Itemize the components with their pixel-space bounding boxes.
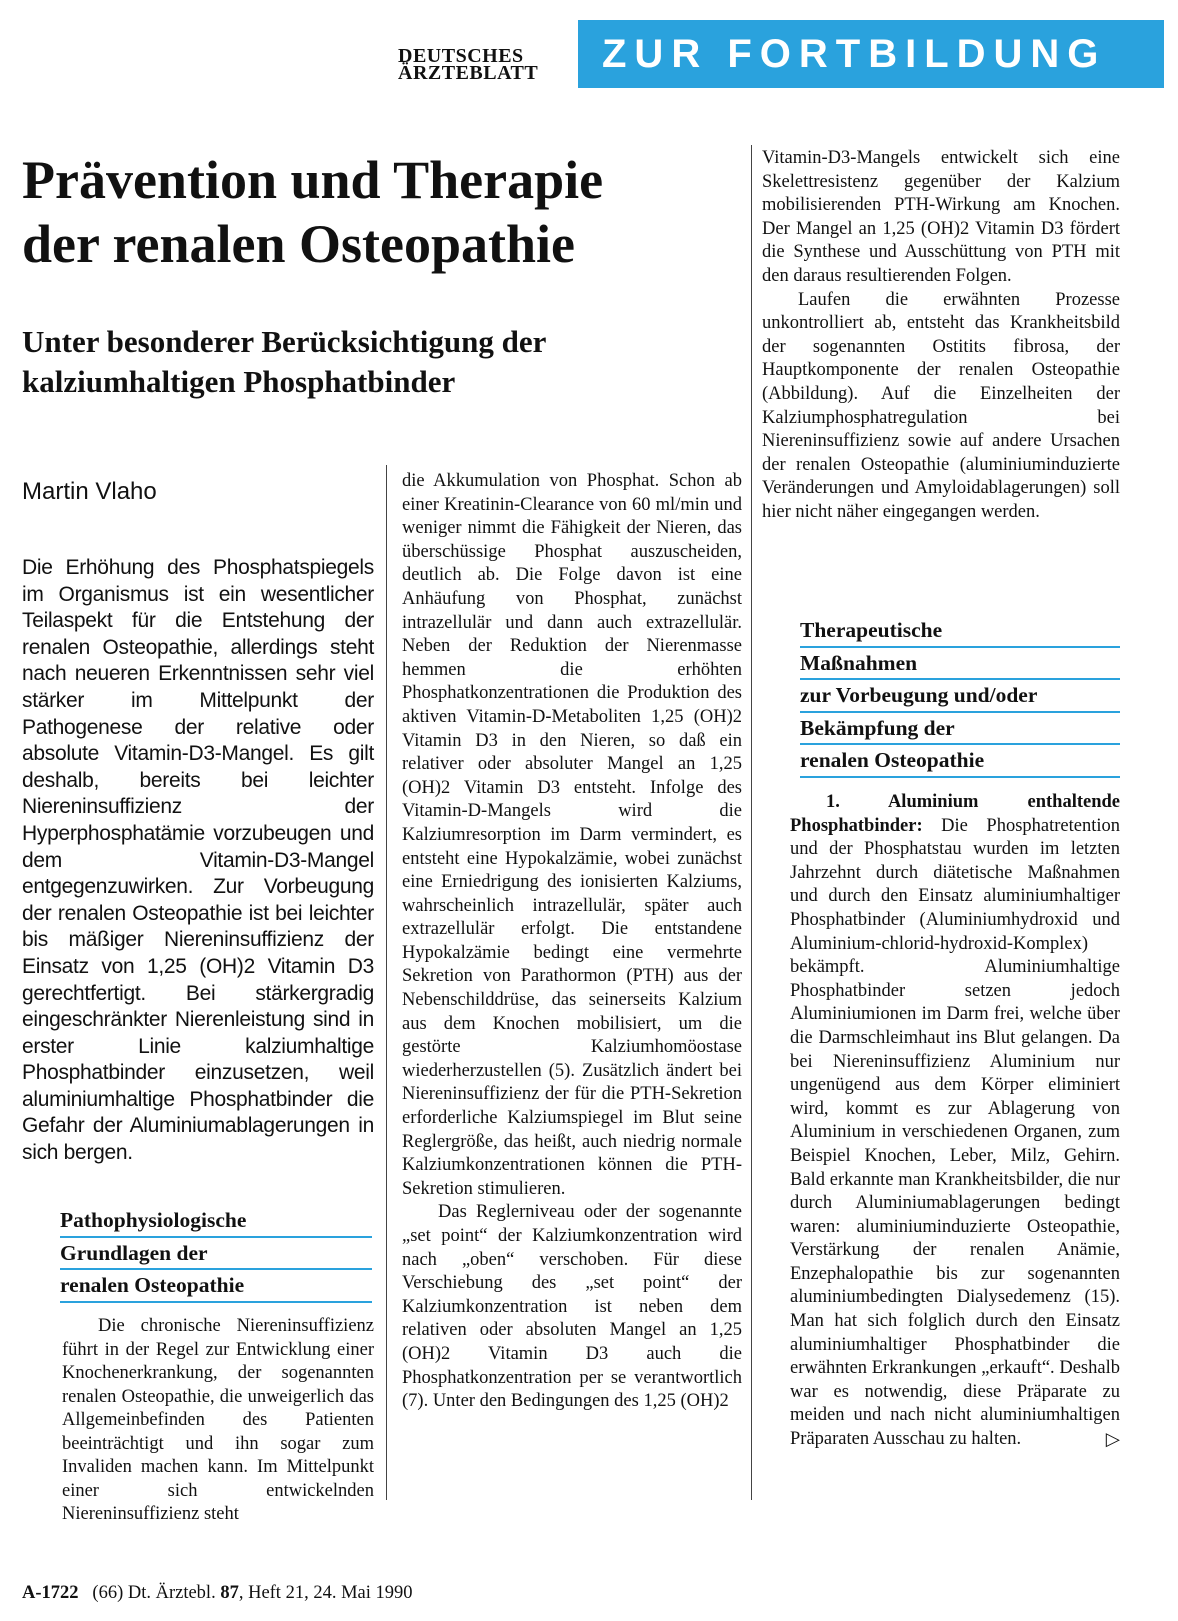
heading-line: Maßnahmen: [800, 648, 1120, 681]
abstract-text: Die Erhöhung des Phosphatspiegels im Organismus ist ein wesentlicher Teilaspekt für die Entstehung der renalen Osteopathie, allerdings steht nach neueren Erkenntnissen sehr viel stärker im Mittelpunkt der Pathogenese der relative oder absolute Vitamin-D3-Mangel. Es gilt deshalb, bereits bei leichter Niereninsuffizienz der Hyperphosphatämie vorzubeugen und dem Vitamin-D3-Mangel entgegenzuwirken. Zur Vorbeugung der renalen Osteopathie ist bei leichter bis mäßiger Niereninsuffizienz der Einsatz von 1,25 (OH)2 Vitamin D3 gerechtfertigt. Bei stärkergradig eingeschränkter Nierenleistung sind in erster Linie kalziumhaltige Phosphatbinder einzusetzen, weil aluminiumhaltige Phosphatbinder die Gefahr der Aluminiumablagerungen in sich bergen.: [22, 556, 374, 1165]
section-heading-therapy: [800, 615, 1120, 778]
page-footer: [22, 1583, 413, 1604]
column-divider: [751, 145, 752, 1500]
heading-line: Grundlagen der: [60, 1238, 372, 1271]
title-line-2: der renalen Osteopathie: [22, 214, 575, 274]
heading-line: Pathophysiologische: [60, 1205, 372, 1238]
subtitle-line-2: kalziumhaltigen Phosphatbinder: [22, 364, 456, 399]
column-1-body: [62, 1315, 374, 1527]
title-line-1: Prävention und Therapie: [22, 150, 604, 210]
section-heading-pathophysiology: [60, 1205, 372, 1303]
column-3-body: [762, 147, 1120, 525]
paragraph-lead: 1. Aluminium enthaltende Phosphatbinder:: [790, 792, 1120, 836]
abstract: [22, 555, 374, 1167]
heading-line: renalen Osteopathie: [800, 745, 1120, 778]
continue-arrow-icon: ▷: [1105, 1429, 1120, 1451]
heading-line: renalen Osteopathie: [60, 1270, 372, 1303]
subtitle-line-1: Unter besonderer Berücksichtigung der: [22, 324, 547, 359]
column-divider: [386, 465, 387, 1500]
journal-name-line2: ÄRZTEBLATT: [398, 62, 539, 84]
paragraph: Das Reglerniveau oder der sogenannte „set point“ der Kalziumkonzentration wird nach „oben“ verschoben. Für diese Verschiebung des „set point“ der Kalziumkonzentration ist neben dem relativen oder absoluten Mangel an 1,25 (OH)2 Vitamin D3 auch die Phosphatkonzentration per se verantwortlich (7). Unter den Bedingungen des 1,25 (OH)2: [402, 1202, 742, 1412]
author-name: Martin Vlaho: [22, 478, 157, 505]
citation-volume: 87: [220, 1583, 239, 1603]
journal-name-line1: DEUTSCHES: [398, 45, 524, 67]
paragraph: Laufen die erwähnten Prozesse unkontrolliert ab, entsteht das Krankheitsbild der sogenannten Ostitits fibrosa, der Hauptkomponente der renalen Osteopathie (Abbildung). Auf die Einzelheiten der Kalziumphosphatregulation bei Niereninsuffizienz sowie auf andere Ursachen der renalen Osteopathie (aluminiuminduzierte Veränderungen und Amyloidablagerungen) soll hier nicht näher eingegangen werden.: [762, 289, 1120, 522]
page-number: A-1722: [22, 1583, 79, 1603]
column-3-therapy-body: [790, 791, 1120, 1452]
column-2-body: [402, 470, 742, 1414]
section-banner: ZUR FORTBILDUNG: [578, 20, 1164, 88]
paragraph: Die Phosphatretention und der Phosphatstau wurden im letzten Jahrzehnt durch diätetische Maßnahmen und durch den Einsatz aluminiumhaltiger Phosphatbinder (Aluminiumhydroxid und Aluminium-chlorid-hydroxid-Komplex) bekämpft. Aluminiumhaltige Phosphatbinder setzen jedoch Aluminiumionen im Darm frei, welche über die Darmschleimhaut ins Blut gelangen. Da bei Niereninsuffizienz Aluminium nur ungenügend aus dem Körper eliminiert wird, kommt es zur Ablagerung von Aluminium in verschiedenen Organen, zum Beispiel Knochen, Leber, Milz, Gehirn. Bald erkannte man Krankheitsbilder, die nur durch Aluminiumablagerungen bedingt waren: aluminiuminduzierte Osteopathie, Verstärkung der renalen Anämie, Enzephalopathie bis zur sogenannten aluminiumbedingten Dialysedemenz (15). Man hat sich folglich durch den Einsatz aluminiumhaltiger Phosphatbinder die erwähnten Erkrankungen „erkauft“. Deshalb war es notwendig, diese Präparate zu meiden und nach nicht aluminiumhaltigen Präparaten Ausschau zu halten.: [790, 815, 1120, 1450]
heading-line: zur Vorbeugung und/oder: [800, 680, 1120, 713]
heading-line: Bekämpfung der: [800, 713, 1120, 746]
paragraph: Die chronische Niereninsuffizienz führt in der Regel zur Entwicklung einer Knochenerkrankung, der sogenannten renalen Osteopathie, die unweigerlich das Allgemeinbefinden des Patienten beeinträchtigt und ihn sogar zum Invaliden machen kann. Im Mittelpunkt einer sich entwickelnden Niereninsuffizienz steht: [62, 1316, 374, 1524]
paragraph: die Akkumulation von Phosphat. Schon ab einer Kreatinin-Clearance von 60 ml/min und weniger nimmt die Fähigkeit der Nieren, das überschüssige Phosphat auszuscheiden, deutlich ab. Die Folge davon ist eine Anhäufung von Phosphat, zunächst intrazellulär und dann auch extrazellulär. Neben der Reduktion der Nierenmasse hemmen die erhöhten Phosphatkonzentrationen die Produktion des aktiven Vitamin-D-Metaboliten 1,25 (OH)2 Vitamin D3 in den Nieren, so daß ein relativer oder absoluter Mangel an 1,25 (OH)2 Vitamin D3 entsteht. Infolge des Vitamin-D-Mangels wird die Kalziumresorption im Darm vermindert, es entsteht eine Hypokalzämie, wobei zunächst eine Erniedrigung des ionisierten Kalziums, wahrscheinlich intrazellulär, später auch extrazellulär erfolgt. Die entstandene Hypokalzämie bedingt eine vermehrte Sekretion von Parathormon (PTH) aus der Nebenschilddrüse, das seinerseits Kalzium aus dem Knochen mobilisiert, um die gestörte Kalziumhomöostase wiederherzustellen (5). Zusätzlich ändert bei Niereninsuffizienz der für die PTH-Sekretion erforderliche Kalziumspiegel im Blut seine Reglergröße, das heißt, auch niedrig normale Kalziumkonzentrationen können die PTH-Sekretion stimulieren.: [402, 471, 742, 1199]
article-title: [22, 148, 762, 276]
citation-suffix: , Heft 21, 24. Mai 1990: [238, 1583, 413, 1603]
journal-logo: [398, 45, 539, 84]
page-header: [398, 20, 1164, 90]
article-subtitle: [22, 322, 762, 402]
heading-line: Therapeutische: [800, 615, 1120, 648]
paragraph: Vitamin-D3-Mangels entwickelt sich eine Skelettresistenz gegenüber der Kalzium mobilisierenden PTH-Wirkung am Knochen. Der Mangel an 1,25 (OH)2 Vitamin D3 fördert die Synthese und Ausschüttung von PTH mit den daraus resultierenden Folgen.: [762, 148, 1120, 286]
citation-prefix: (66) Dt. Ärztebl.: [92, 1583, 216, 1603]
